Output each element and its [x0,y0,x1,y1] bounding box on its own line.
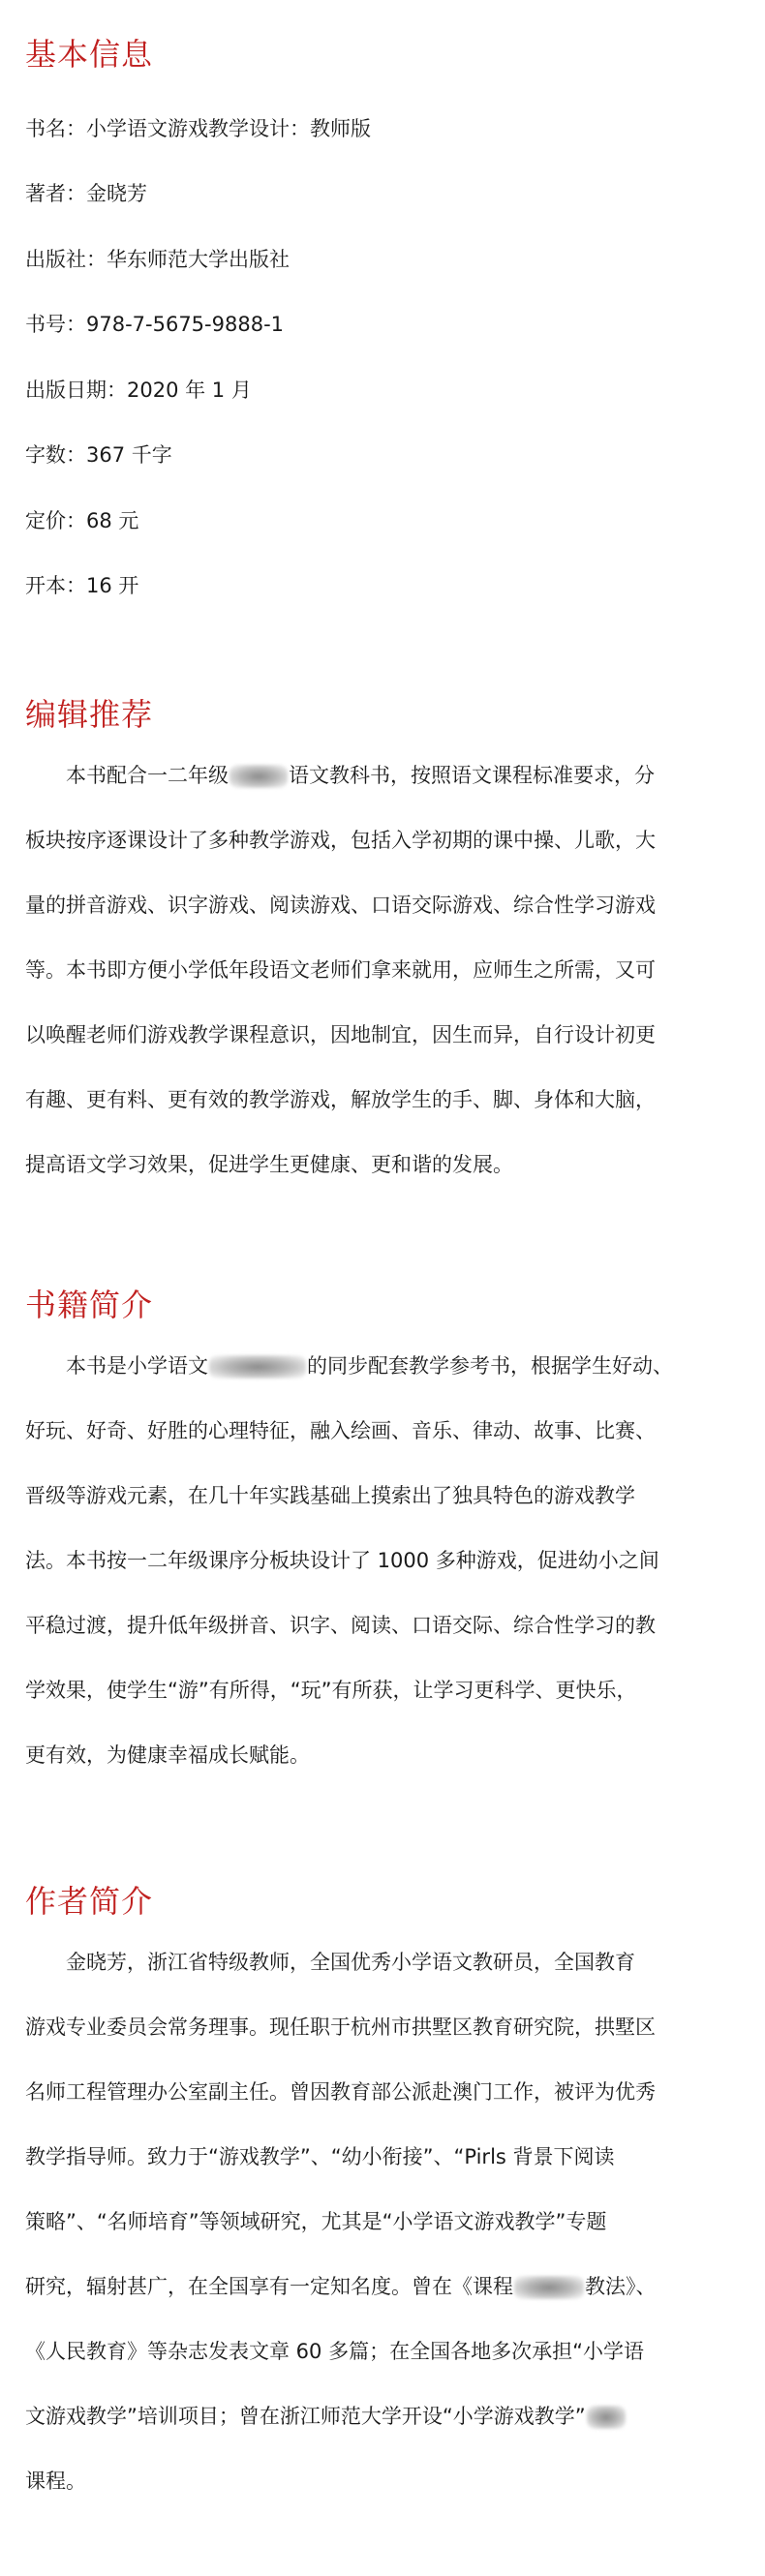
paragraph-line: 名师工程管理办公室副主任。曾因教育部公派赴澳门工作，被评为优秀 [25,2080,656,2104]
paragraph-line: 更有效，为健康幸福成长赋能。 [25,1743,310,1767]
info-format: 开本：16 开 [25,574,139,597]
paragraph-line: 提高语文学习效果，促进学生更健康、更和谐的发展。 [25,1153,513,1176]
author-intro-paragraph [25,1948,742,2531]
editor-recommend-title: 编辑推荐 [25,696,154,733]
paragraph-line: 学效果，使学生“游”有所得，“玩”有所获，让学习更科学、更快乐， [25,1679,637,1702]
blurred-text [514,2276,584,2299]
info-price: 定价：68 元 [25,509,139,532]
paragraph-line: 晋级等游戏元素，在几十年实践基础上摸索出了独具特色的游戏教学 [25,1484,635,1507]
blurred-text [587,2406,626,2429]
info-isbn: 书号：978-7-5675-9888-1 [25,313,285,336]
paragraph-line: 《人民教育》等杂志发表文章 60 多篇；在全国各地多次承担“小学语 [25,2340,644,2363]
paragraph-line: 法。本书按一二年级课序分板块设计了 1000 多种游戏，促进幼小之间 [25,1549,659,1572]
paragraph-line: 等。本书即方便小学低年段语文老师们拿来就用，应师生之所需，又可 [25,958,656,982]
blurred-text [209,1355,306,1379]
book-intro-paragraph [25,1351,742,1805]
info-book-name: 书名：小学语文游戏教学设计：教师版 [25,117,371,140]
editor-recommend-paragraph [25,761,742,1215]
paragraph-line: 有趣、更有料、更有效的教学游戏，解放学生的手、脚、身体和大脑， [25,1088,656,1111]
paragraph-line: 以唤醒老师们游戏教学课程意识，因地制宜，因生而异，自行设计初更 [25,1023,656,1046]
info-publisher: 出版社：华东师范大学出版社 [25,248,290,271]
paragraph-line: 板块按序逐课设计了多种教学游戏，包括入学初期的课中操、儿歌，大 [25,829,656,852]
paragraph-line: 平稳过渡，提升低年级拼音、识字、阅读、口语交际、综合性学习的教 [25,1614,656,1637]
paragraph-line: 课程。 [25,2470,86,2493]
paragraph-line: 策略”、“名师培育”等领域研究，尤其是“小学语文游戏教学”专题 [25,2210,607,2233]
paragraph-line: 本书配合一二年级 语文教科书，按照语文课程标准要求，分 [25,764,655,787]
paragraph-line: 教学指导师。致力于“游戏教学”、“幼小衔接”、“Pirls 背景下阅读 [25,2145,615,2168]
paragraph-line: 文游戏教学”培训项目；曾在浙江师范大学开设“小学游戏教学” [25,2402,742,2467]
paragraph-line: 本书是小学语文 的同步配套教学参考书，根据学生好动、 [25,1354,673,1378]
info-author: 著者：金晓芳 [25,182,147,205]
blurred-text [230,765,288,788]
paragraph-line: 游戏专业委员会常务理事。现任职于杭州市拱墅区教育研究院，拱墅区 [25,2015,656,2039]
paragraph-line: 金晓芳，浙江省特级教师，全国优秀小学语文教研员，全国教育 [25,1951,635,1974]
paragraph-line: 好玩、好奇、好胜的心理特征，融入绘画、音乐、律动、故事、比赛、 [25,1419,656,1442]
paragraph-line: 量的拼音游戏、识字游戏、阅读游戏、口语交际游戏、综合性学习游戏 [25,894,656,917]
book-intro-title: 书籍简介 [25,1287,154,1323]
info-publish-date: 出版日期：2020 年 1 月 [25,379,252,402]
paragraph-line: 研究，辐射甚广，在全国享有一定知名度。曾在《课程 教法》、 [25,2275,657,2298]
basic-info-title: 基本信息 [25,36,154,73]
info-word-count: 字数：367 千字 [25,443,172,467]
author-intro-title: 作者简介 [25,1883,154,1920]
